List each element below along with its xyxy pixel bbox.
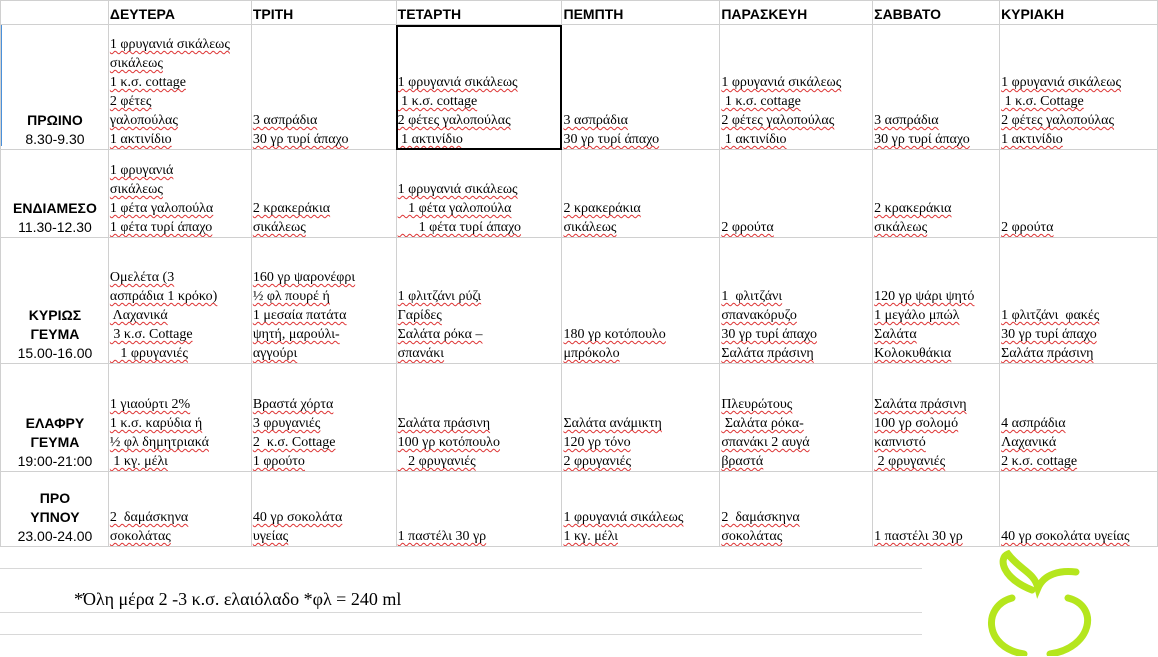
corner-cell[interactable] [1, 1, 109, 25]
menu-line: σοκολάτας [109, 529, 171, 544]
menu-line: 2 φρυγανιές [397, 454, 476, 469]
menu-line: 1 κγ. μέλι [109, 454, 168, 469]
menu-line: 1 φρυγανιά σικάλεως [109, 37, 230, 52]
menu-cell[interactable] [1000, 150, 1158, 238]
meal-name: ΕΝΔΙΑΜΕΣΟ [13, 200, 97, 216]
menu-line: 40 γρ σοκολάτα υγείας [1001, 529, 1130, 544]
menu-cell[interactable] [720, 472, 873, 547]
menu-line: ½ φλ δημητριακά [109, 435, 209, 450]
menu-line: Σαλάτα ανάμικτη [563, 416, 662, 431]
menu-line: 1 φρυγανιά σικάλεως [397, 182, 518, 197]
meal-time: 15.00-16.00 [17, 345, 93, 361]
menu-line: 30 γρ τυρί άπαχο [1001, 327, 1097, 342]
menu-line: 2 κρακεράκια [563, 201, 641, 216]
menu-line: 1 ακτινίδιο [1001, 132, 1063, 147]
meal-row [1, 150, 1158, 238]
menu-cell[interactable] [108, 150, 251, 238]
menu-line: 1 φλιτζάνι [721, 289, 783, 304]
menu-line: 1 φέτα τυρί άπαχο [109, 220, 213, 235]
menu-line: Πλευρώτους [721, 397, 793, 412]
meal-time: 11.30-12.30 [18, 219, 92, 235]
menu-line: 1 κ.σ. cottage [109, 75, 186, 90]
menu-cell[interactable] [108, 472, 251, 547]
meal-label-cell[interactable] [1, 150, 109, 238]
menu-line: 1 μεγάλο μπώλ [874, 308, 960, 323]
menu-line: 30 γρ τυρί άπαχο [874, 132, 970, 147]
menu-line: Κολοκυθάκια [874, 346, 952, 361]
menu-line: 1 μεσαία πατάτα [252, 308, 347, 323]
menu-line: 2 φέτες γαλοπούλας [397, 113, 511, 128]
menu-line: Σαλάτα ρόκα- [721, 416, 804, 431]
menu-line: 2 κ.σ. cottage [1001, 454, 1078, 469]
menu-line: 1 φέτα τυρί άπαχο [397, 220, 522, 235]
menu-cell[interactable] [873, 472, 1000, 547]
menu-line: Σαλάτα πράσινη [1001, 346, 1094, 361]
menu-line: 4 ασπράδια [1001, 416, 1066, 431]
menu-line: 2 φρυγανιές [563, 454, 632, 469]
meal-label-cell[interactable] [1, 364, 109, 472]
meal-name: ΕΛΑΦΡΥ ΓΕΥΜΑ [25, 415, 85, 450]
menu-cell[interactable] [396, 364, 562, 472]
menu-cell[interactable] [1000, 238, 1158, 364]
meal-name: ΚΥΡΙΩΣ ΓΕΥΜΑ [28, 307, 82, 342]
menu-line: 2 φρούτα [721, 220, 774, 235]
menu-cell[interactable] [562, 364, 720, 472]
menu-cell[interactable] [251, 364, 396, 472]
meal-time: 23.00-24.00 [17, 528, 93, 544]
menu-line: 1 φέτα γαλοπούλα [397, 201, 512, 216]
menu-line: ψητή, μαρούλι- [252, 327, 340, 342]
day-header[interactable]: ΚΥΡΙΑΚΗ [1000, 1, 1158, 25]
menu-line: 1 παστέλι 30 γρ [397, 529, 487, 544]
menu-line: 1 φρυγανιά σικάλεως [397, 75, 518, 90]
menu-line: Ομελέτα (3 [109, 270, 175, 285]
day-header[interactable]: ΠΕΜΠΤΗ [562, 1, 720, 25]
menu-line: 3 ασπράδια [874, 113, 939, 128]
menu-line: 1 φλιτζάνι φακές [1001, 308, 1100, 323]
menu-line: 1 γιαούρτι 2% [109, 397, 191, 412]
menu-cell[interactable] [396, 238, 562, 364]
meal-row [1, 25, 1158, 150]
menu-line: 1 κ.σ. cottage [721, 94, 801, 109]
menu-line: 2 φρούτα [1001, 220, 1054, 235]
menu-line: σπανάκι 2 αυγά [721, 435, 810, 450]
menu-cell[interactable] [873, 364, 1000, 472]
menu-line: 2 κ.σ. Cottage [252, 435, 336, 450]
menu-line: Σαλάτα ρόκα – [397, 327, 483, 342]
menu-line: σικάλεως [252, 220, 306, 235]
menu-line: μπρόκολο [563, 346, 620, 361]
menu-cell[interactable] [1000, 25, 1158, 150]
menu-line: 2 κρακεράκια [252, 201, 331, 216]
menu-cell[interactable] [396, 472, 562, 547]
menu-cell[interactable] [720, 150, 873, 238]
menu-line: 40 γρ σοκολάτα [252, 510, 343, 525]
menu-line: 1 ακτινίδιο [109, 132, 172, 147]
menu-line: Βραστά χόρτα [252, 397, 334, 412]
menu-cell[interactable] [251, 25, 396, 150]
apple-logo-icon [972, 548, 1112, 656]
meal-time: 8.30-9.30 [25, 131, 85, 147]
gridline [0, 568, 922, 569]
menu-line: 1 φρυγανιά σικάλεως [1001, 75, 1122, 90]
meal-label-cell[interactable] [1, 238, 109, 364]
menu-line: υγείας [252, 529, 289, 544]
menu-line: 120 γρ τόνο [563, 435, 631, 450]
meal-row [1, 238, 1158, 364]
menu-line: σικάλεως [109, 182, 163, 197]
menu-line: 1 φρυγανιά [109, 163, 174, 178]
menu-line: 1 ακτινίδιο [397, 132, 463, 147]
menu-cell[interactable] [251, 150, 396, 238]
gridline [0, 634, 922, 635]
menu-line: 160 γρ ψαρονέφρι [252, 270, 356, 285]
gridline [0, 612, 922, 613]
menu-line: 3 φρυγανιές [252, 416, 321, 431]
menu-line: 30 γρ τυρί άπαχο [252, 132, 349, 147]
footnote: *Όλη μέρα 2 -3 κ.σ. ελαιόλαδο *φλ = 240 ml [74, 589, 402, 609]
menu-cell[interactable] [562, 150, 720, 238]
meal-label-cell[interactable] [1, 25, 109, 150]
menu-line: 100 γρ κοτόπουλο [397, 435, 500, 450]
menu-line: 1 φλιτζάνι ρύζι [397, 289, 482, 304]
menu-line: σπανακόρυζο [721, 308, 797, 323]
day-header[interactable]: ΤΕΤΑΡΤΗ [396, 1, 562, 25]
menu-line: Σαλάτα πράσινη [721, 346, 814, 361]
menu-line: Σαλάτα πράσινη [874, 397, 967, 412]
day-header[interactable]: ΣΑΒΒΑΤΟ [873, 1, 1000, 25]
meal-label-cell[interactable] [1, 472, 109, 547]
menu-line: 1 κ.σ. Cottage [1001, 94, 1084, 109]
menu-line: Λαχανικά [109, 308, 168, 323]
menu-cell[interactable] [720, 25, 873, 150]
menu-line: 1 φρυγανιά σικάλεως [563, 510, 684, 525]
menu-line: Σαλάτα [874, 327, 917, 342]
menu-line: 1 κ.σ. καρύδια ή [109, 416, 203, 431]
menu-cell[interactable] [108, 364, 251, 472]
menu-cell[interactable] [873, 238, 1000, 364]
menu-line: 1 φρυγανιές [109, 346, 188, 361]
menu-line: αγγούρι [252, 346, 298, 361]
menu-cell[interactable] [108, 25, 251, 150]
menu-cell[interactable] [720, 238, 873, 364]
menu-cell[interactable] [873, 150, 1000, 238]
menu-line: 100 γρ σολομό [874, 416, 959, 431]
menu-line: 3 ασπράδια [252, 113, 318, 128]
menu-line: 2 κρακεράκια [874, 201, 952, 216]
menu-line: 2 φρυγανιές [874, 454, 946, 469]
menu-line: Λαχανικά [1001, 435, 1057, 450]
menu-cell[interactable] [396, 150, 562, 238]
menu-line: 2 δαμάσκηνα [109, 510, 189, 525]
menu-line: 1 παστέλι 30 γρ [874, 529, 963, 544]
menu-line: γαλοπούλας [109, 113, 178, 128]
menu-line: 2 φέτες γαλοπούλας [721, 113, 835, 128]
menu-line: 1 κγ. μέλι [563, 529, 618, 544]
meal-name: ΠΡΟ ΥΠΝΟΥ [30, 490, 80, 525]
meal-row [1, 472, 1158, 547]
meal-row [1, 364, 1158, 472]
menu-line: Γαρίδες [397, 308, 442, 323]
menu-line: 30 γρ τυρί άπαχο [563, 132, 660, 147]
meal-time: 19:00-21:00 [17, 453, 93, 469]
menu-line: σικάλεως [109, 56, 163, 71]
menu-line: σικάλεως [563, 220, 617, 235]
menu-line: σοκολάτας [721, 529, 783, 544]
menu-line: καπνιστό [874, 435, 926, 450]
menu-line: 2 φέτες [109, 94, 152, 109]
menu-cell[interactable] [396, 25, 562, 150]
menu-line: 2 φέτες γαλοπούλας [1001, 113, 1115, 128]
menu-cell[interactable] [1000, 472, 1158, 547]
menu-cell[interactable] [873, 25, 1000, 150]
menu-cell[interactable] [251, 472, 396, 547]
menu-line: 30 γρ τυρί άπαχο [721, 327, 817, 342]
menu-line: σπανάκι [397, 346, 445, 361]
menu-line: σικάλεως [874, 220, 928, 235]
day-header[interactable]: ΔΕΥΤΕΡΑ [108, 1, 251, 25]
menu-line: 180 γρ κοτόπουλο [563, 327, 666, 342]
menu-line: 1 κ.σ. cottage [397, 94, 478, 109]
menu-line: 1 ακτινίδιο [721, 132, 787, 147]
day-header[interactable]: ΤΡΙΤΗ [251, 1, 396, 25]
menu-line: ασπράδια 1 κρόκο) [109, 289, 218, 304]
menu-line: 120 γρ ψάρι ψητό [874, 289, 975, 304]
menu-cell[interactable] [720, 364, 873, 472]
day-header[interactable]: ΠΑΡΑΣΚΕΥΗ [720, 1, 873, 25]
menu-cell[interactable] [562, 238, 720, 364]
menu-line: 1 φρούτο [252, 454, 305, 469]
menu-line: βραστά [721, 454, 764, 469]
menu-cell[interactable] [251, 238, 396, 364]
menu-cell[interactable] [108, 238, 251, 364]
menu-line: 3 κ.σ. Cottage [109, 327, 193, 342]
header-row [1, 1, 1158, 25]
menu-line: 3 ασπράδια [563, 113, 628, 128]
menu-cell[interactable] [1000, 364, 1158, 472]
menu-cell[interactable] [562, 25, 720, 150]
menu-line: Σαλάτα πράσινη [397, 416, 491, 431]
menu-line: 1 φέτα γαλοπούλα [109, 201, 214, 216]
menu-line: 1 φρυγανιά σικάλεως [721, 75, 842, 90]
menu-line: ½ φλ πουρέ ή [252, 289, 330, 304]
meal-name: ΠΡΩΙΝΟ [27, 112, 83, 128]
menu-cell[interactable] [562, 472, 720, 547]
menu-line: 2 δαμάσκηνα [721, 510, 800, 525]
